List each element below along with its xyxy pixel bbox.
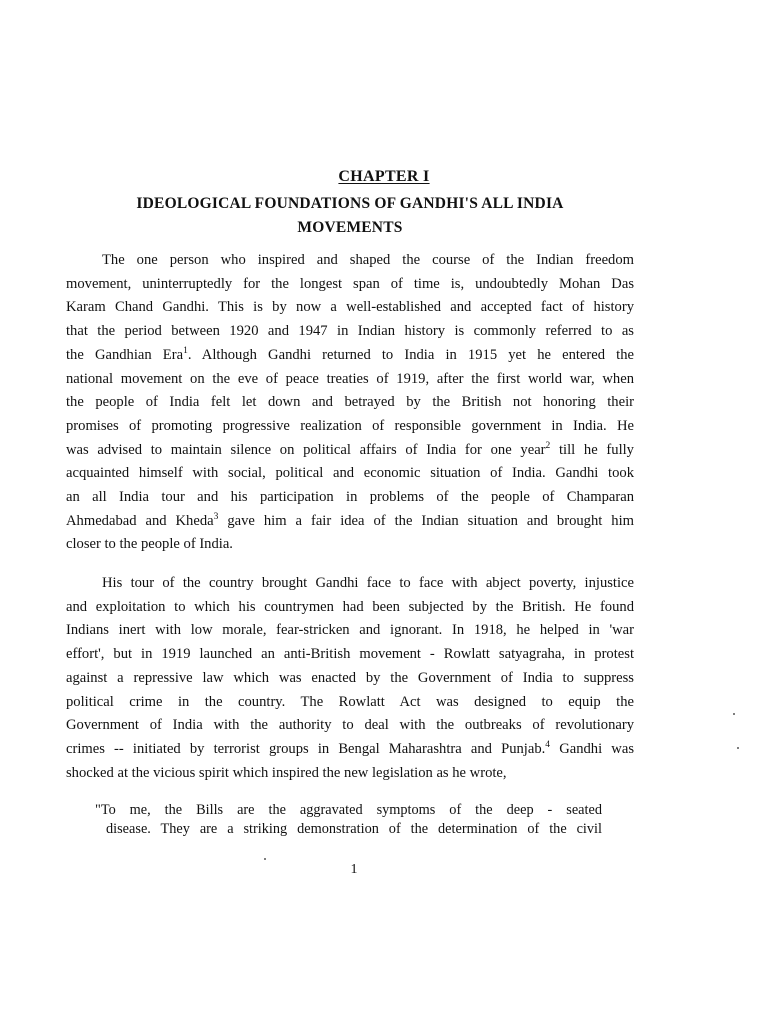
paragraph-line	[66, 738, 634, 762]
block-quote	[95, 801, 602, 838]
text-run: the Gandhian Era	[66, 346, 184, 363]
chapter-title-line-2: MOVEMENTS	[297, 219, 403, 236]
paragraph-1	[66, 249, 634, 557]
paragraph-line	[66, 510, 634, 534]
chapter-label-text: CHAPTER I	[338, 168, 430, 185]
paragraph-line: that the period between 1920 and 1947 in Indian history is commonly referred to as	[66, 323, 634, 340]
paragraph-line: acquainted himself with social, political and economic situation of India. Gandhi took	[66, 465, 634, 482]
footnote-ref-2: 2	[545, 440, 551, 451]
paragraph-line: Government of India with the authority to deal with the outbreaks of revolutionary	[66, 717, 634, 734]
paragraph-2	[66, 572, 634, 785]
paragraph-line: Indians inert with low morale, fear-stricken and ignorant. In 1918, he helped in 'war	[66, 622, 634, 639]
paragraph-line: against a repressive law which was enacted by the Government of India to suppress	[66, 669, 634, 686]
chapter-label	[0, 168, 768, 186]
text-run: was advised to maintain silence on political affairs of India for one year	[66, 441, 546, 458]
quote-line: "To me, the Bills are the aggravated symptoms of the deep - seated	[95, 802, 602, 818]
paragraph-line: Karam Chand Gandhi. This is by now a well-established and accepted fact of history	[66, 299, 634, 316]
scan-speck	[733, 713, 735, 715]
paragraph-line	[66, 344, 634, 368]
quote-line: disease. They are a striking demonstration of the determination of the civil	[106, 820, 602, 837]
paragraph-line: closer to the people of India.	[66, 536, 233, 553]
text-run: Ahmedabad and Kheda	[66, 512, 214, 529]
scan-speck	[737, 747, 739, 749]
paragraph-line: effort', but in 1919 launched an anti-British movement - Rowlatt satyagraha, in protest	[66, 646, 634, 663]
scan-speck	[264, 858, 266, 860]
text-run: crimes -- initiated by terrorist groups in Bengal Maharashtra and Punjab.	[66, 740, 546, 757]
paragraph-line: and exploitation to which his countrymen had been subjected by the British. He found	[66, 598, 634, 615]
paragraph-line: The one person who inspired and shaped the course of the Indian freedom	[102, 252, 634, 268]
paragraph-line: shocked at the vicious spirit which inspired the new legislation as he wrote,	[66, 764, 507, 781]
text-run: Gandhi was	[550, 740, 634, 757]
text-run: . Although Gandhi returned to India in 1915 yet he entered the	[187, 346, 634, 363]
chapter-title-line-1: IDEOLOGICAL FOUNDATIONS OF GANDHI'S ALL INDIA	[136, 195, 564, 212]
paragraph-line: movement, uninterruptedly for the longest span of time is, undoubtedly Mohan Das	[66, 275, 634, 292]
paragraph-line: His tour of the country brought Gandhi face to face with abject poverty, injustice	[102, 575, 634, 591]
footnote-ref-1: 1	[183, 345, 188, 356]
footnote-ref-3: 3	[213, 511, 219, 522]
text-run: till he fully	[550, 441, 634, 458]
page-number: 1	[350, 862, 358, 877]
chapter-title	[100, 192, 600, 240]
footnote-ref-4: 4	[545, 739, 551, 750]
paragraph-line: political crime in the country. The Rowlatt Act was designed to equip the	[66, 693, 634, 710]
paragraph-line	[66, 439, 634, 463]
paragraph-line: the people of India felt let down and betrayed by the British not honoring their	[66, 394, 634, 411]
paragraph-line: an all India tour and his participation in problems of the people of Champaran	[66, 489, 634, 506]
text-run: gave him a fair idea of the Indian situation and brought him	[218, 512, 634, 529]
paragraph-line: promises of promoting progressive realization of responsible government in India. He	[66, 417, 634, 434]
paragraph-line: national movement on the eve of peace treaties of 1919, after the first world war, when	[66, 370, 634, 387]
